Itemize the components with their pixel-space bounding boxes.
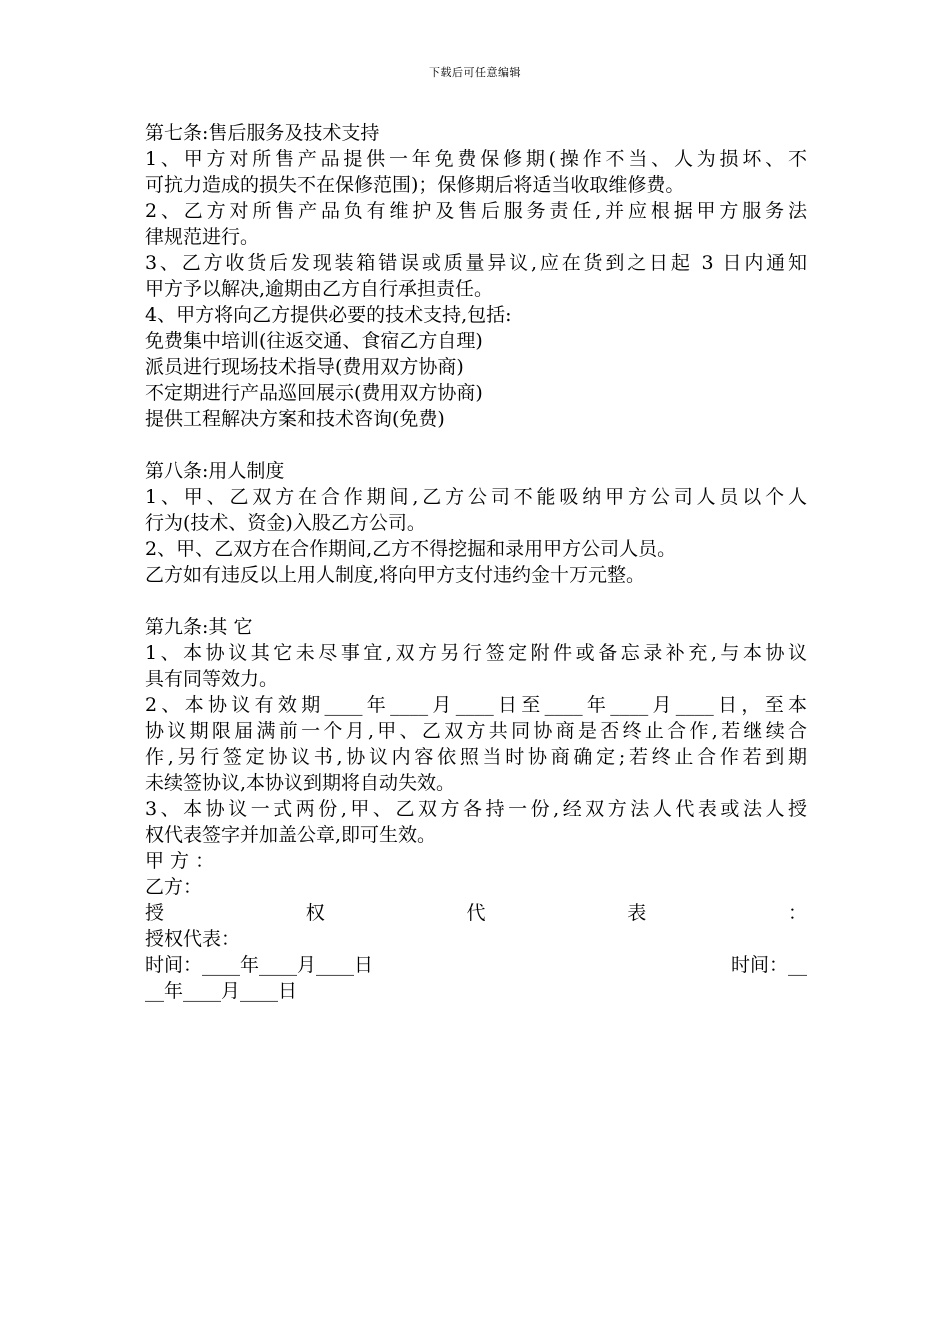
party-b-label: 乙方： (145, 876, 203, 898)
section-7-line-7: 4、甲方将向乙方提供必要的技术支持,包括: (145, 304, 512, 326)
blank-line (145, 432, 807, 458)
auth-rep-a-label (145, 900, 807, 926)
section-8-line-4: 乙方如有违反以上用人制度,将向甲方支付违约金十万元整。 (145, 564, 646, 586)
section-7-line-11: 提供工程解决方案和技术咨询(免费) (145, 408, 445, 430)
signature-date-row (145, 952, 807, 978)
section-9-line-7: 3、本协议一式两份,甲、乙双方各持一份,经双方法人代表或法人授 (145, 798, 807, 820)
section-7-line-2: 可抗力造成的损失不在保修范围)；保修期后将适当收取维修费。 (145, 174, 685, 196)
auth-rep-char: 代 (466, 902, 486, 924)
page-header-note: 下载后可任意编辑 (429, 66, 521, 79)
section-9-line-8: 权代表签字并加盖公章,即可生效。 (145, 824, 437, 846)
document-body (145, 120, 807, 1004)
section-7-title: 第七条:售后服务及技术支持 (145, 122, 380, 144)
section-7-line-6: 甲方予以解决,逾期由乙方自行承担责任。 (145, 278, 494, 300)
section-9-line-3: 2、本协议有效期____年____月____日至____年____月____日，至本 (145, 694, 807, 716)
section-9-line-4: 协议期限届满前一个月,甲、乙双方共同协商是否终止合作,若继续合 (145, 720, 807, 742)
party-b-date-end: __年____月____日 (145, 980, 298, 1002)
party-b-date-start: 时间：__ (730, 954, 807, 976)
section-9-line-2: 具有同等效力。 (145, 668, 279, 690)
section-7-line-10: 不定期进行产品巡回展示(费用双方协商) (145, 382, 483, 404)
section-8-line-1: 1、甲、乙双方在合作期间,乙方公司不能吸纳甲方公司人员以个人 (145, 486, 807, 508)
section-7-line-8: 免费集中培训(往返交通、食宿乙方自理) (145, 330, 483, 352)
section-8-line-3: 2、甲、乙双方在合作期间,乙方不得挖掘和录用甲方公司人员。 (145, 538, 677, 560)
auth-rep-b-label: 授权代表： (145, 928, 241, 950)
section-8-title: 第八条:用人制度 (145, 460, 285, 482)
section-9-title: 第九条:其 它 (145, 616, 253, 638)
blank-line (145, 588, 807, 614)
party-a-date: 时间：____年____月____日 (145, 954, 374, 976)
section-9-line-1: 1、本协议其它未尽事宜,双方另行签定附件或备忘录补充,与本协议 (145, 642, 807, 664)
section-7-line-1: 1、甲方对所售产品提供一年免费保修期(操作不当、人为损坏、不 (145, 148, 807, 170)
auth-rep-char: ： (787, 902, 807, 924)
auth-rep-char: 授 (145, 902, 165, 924)
auth-rep-char: 表 (627, 902, 647, 924)
section-7-line-4: 律规范进行。 (145, 226, 260, 248)
section-7-line-5: 3、乙方收货后发现装箱错误或质量异议,应在货到之日起 3 日内通知 (145, 252, 807, 274)
auth-rep-char: 权 (305, 902, 325, 924)
section-8-line-2: 行为(技术、资金)入股乙方公司。 (145, 512, 426, 534)
section-7-line-3: 2、乙方对所售产品负有维护及售后服务责任,并应根据甲方服务法 (145, 200, 807, 222)
section-7-line-9: 派员进行现场技术指导(费用双方协商) (145, 356, 464, 378)
party-a-label: 甲 方 ： (145, 850, 215, 872)
section-9-line-5: 作,另行签定协议书,协议内容依照当时协商确定;若终止合作若到期 (145, 746, 807, 768)
section-9-line-6: 未续签协议,本协议到期将自动失效。 (145, 772, 456, 794)
